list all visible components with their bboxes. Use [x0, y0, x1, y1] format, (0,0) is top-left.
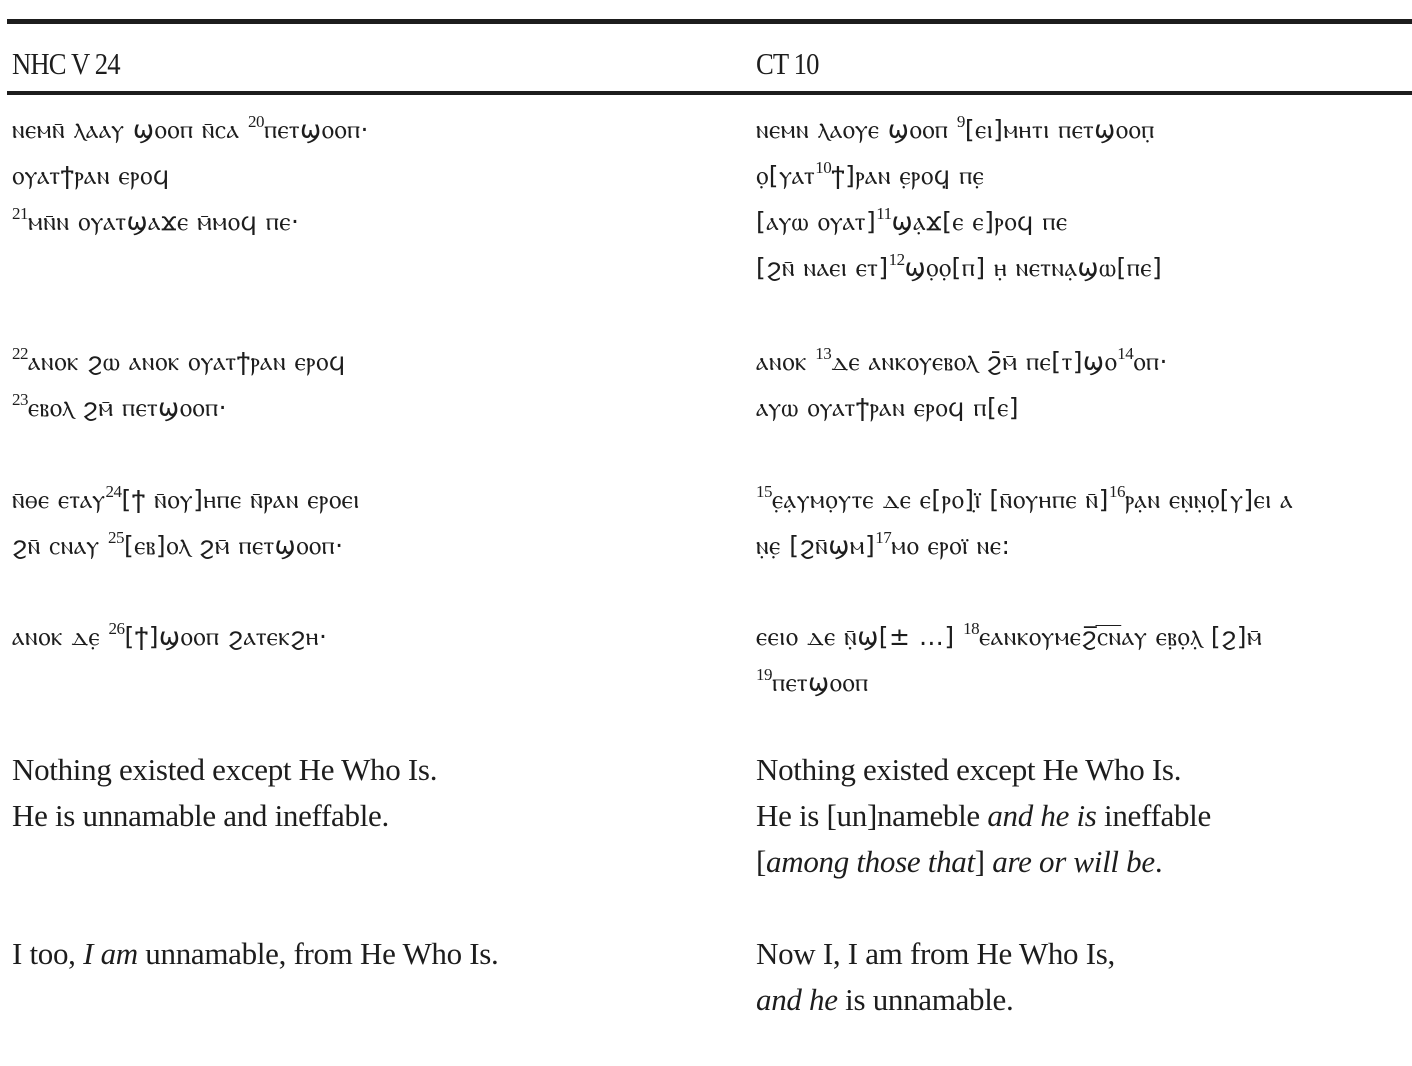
text-segment: ϯ]ⲣⲁⲛ ⲉ̣ⲣⲟϥ̣ ⲡⲉ̣ [831, 161, 985, 190]
coptic-line [756, 199, 1412, 245]
line-number: 15 [756, 482, 772, 501]
line-number: 21 [12, 204, 28, 223]
line-number: 16 [1108, 482, 1125, 501]
row-6-nhc-cell [12, 931, 499, 977]
text-segment: ⲁⲩⲱ ⲟⲩⲁⲧϯⲣⲁⲛ ⲉⲣⲟϥ ⲡ[ⲉ] [756, 393, 1020, 422]
coptic-line [12, 339, 346, 385]
line-number: 10 [815, 158, 832, 177]
row-4-ct-cell [756, 614, 1412, 706]
line-number: 22 [12, 344, 28, 363]
line-number: 19 [756, 665, 772, 684]
text-segment: ϣⲁ̣ϫ[ⲉ ⲉ]ⲣⲟϥ ⲡⲉ [891, 207, 1068, 236]
line-number: 23 [12, 390, 28, 409]
text-segment: ⲇⲉ ⲁⲛⲕⲟⲩⲉⲃⲟⲗ ϩ̄ⲙ̄ ⲡⲉ[ⲧ]ϣⲟ [831, 347, 1118, 376]
italic-supplement: are or will be [992, 844, 1155, 879]
text-segment: . [1154, 844, 1163, 879]
italic-supplement: I am [83, 936, 138, 971]
line-number: 18 [963, 619, 980, 638]
line-number: 13 [815, 344, 832, 363]
text-segment: ineffable [1096, 798, 1211, 833]
coptic-line [756, 107, 1412, 153]
row-2-ct-cell [756, 339, 1412, 431]
text-segment: [ϩⲛ̄ ⲛⲁⲉⲓ ⲉⲧ] [756, 253, 889, 282]
text-segment: ⲁⲛⲟⲕ ⲇⲉ̣ [12, 622, 109, 651]
translation-line [756, 747, 1412, 793]
text-segment: ⲡⲉⲧϣⲟⲟⲡ· [263, 115, 369, 144]
coptic-line [12, 477, 360, 523]
text-segment: [ϯ]ϣⲟⲟⲡ ϩⲁⲧⲉⲕϩⲏ· [124, 622, 328, 651]
row-6-ct-cell [756, 931, 1412, 1023]
text-segment: unnamable, from He Who Is. [137, 936, 499, 971]
italic-supplement: and he is [987, 798, 1097, 833]
translation-line [756, 839, 1412, 885]
text-segment: ⲁⲛⲟⲕ ϩⲱ ⲁⲛⲟⲕ ⲟⲩⲁⲧϯⲣⲁⲛ ⲉⲣⲟϥ [28, 347, 346, 376]
text-segment: ⲡⲉⲧϣⲟⲟⲡ [772, 668, 869, 697]
text-segment: ⲉ̣ⲁ̣ⲩⲙⲟ̣ⲩⲧⲉ ⲇⲉ ⲉ[ⲣⲟ]ⲓ̣̈ [ⲛ̄ⲟⲩⲏⲡⲉ ⲛ̄] [772, 485, 1109, 514]
row-5-nhc-cell [12, 747, 437, 839]
italic-supplement: among those that [766, 844, 975, 879]
text-segment: ⲟⲩⲁⲧϯⲣⲁⲛ ⲉⲣⲟϥ [12, 161, 170, 190]
line-number: 20 [247, 112, 264, 131]
text-segment: Nothing existed except He Who Is. [12, 752, 438, 787]
column-heading-nhc: NHC V 24 [12, 46, 120, 81]
text-segment: [ϯ ⲛ̄ⲟⲩ]ⲏⲡⲉ ⲛ̄ⲣⲁⲛ ⲉⲣⲟⲉⲓ [121, 485, 360, 514]
text-segment: ϣⲟ̣ⲟ̣[ⲡ] ⲏ̣ ⲛⲉⲧⲛⲁ̣ϣⲱ[ⲡⲉ] [904, 253, 1163, 282]
translation-line [756, 931, 1412, 977]
coptic-line [756, 245, 1412, 291]
text-segment: ] [974, 844, 993, 879]
text-segment: ⲁⲛⲟⲕ [756, 347, 816, 376]
line-number: 17 [875, 528, 892, 547]
translation-line [12, 747, 437, 793]
coptic-line [756, 523, 1412, 569]
text-segment: ⲉⲃⲟⲗ ϩⲙ̄ ⲡⲉⲧϣⲟⲟⲡ· [28, 393, 228, 422]
text-segment: I too, [12, 936, 84, 971]
table-header [7, 24, 1412, 91]
row-1-nhc-cell [12, 107, 369, 245]
coptic-line [12, 153, 369, 199]
coptic-line [756, 153, 1412, 199]
line-number: 12 [888, 250, 905, 269]
text-segment: ⲉⲉⲓⲟ ⲇⲉ ⲛ̣̄ϣ[± …] [756, 622, 964, 651]
text-segment: ⲛ̣ⲉ̣ [ϩⲛ̄ϣⲙ] [756, 531, 876, 560]
parallel-text-table [7, 19, 1412, 1055]
row-3-nhc-cell [12, 477, 360, 569]
text-segment: [ⲉⲃ]ⲟⲗ ϩⲙ̄ ⲡⲉⲧϣⲟⲟⲡ· [124, 531, 344, 560]
text-segment: [ⲉⲓ]ⲙⲏⲧⲓ ⲡⲉⲧϣⲟⲟⲡ̣ [964, 115, 1155, 144]
text-segment: He is unnamable and ineffable. [12, 798, 389, 833]
text-segment: [ⲁⲩⲱ ⲟⲩⲁⲧ] [756, 207, 877, 236]
coptic-line [756, 385, 1412, 431]
line-number: 11 [876, 204, 892, 223]
text-segment: ⲛⲉⲙⲛ ⲗⲁⲟⲩⲉ ϣⲟⲟⲡ [756, 115, 957, 144]
text-segment: [ [756, 844, 767, 879]
translation-line [756, 793, 1412, 839]
row-1-ct-cell [756, 107, 1412, 291]
table-body [7, 95, 1412, 1055]
text-segment: ⲣⲁ̣ⲛ ⲉⲛ̣ⲛ̣ⲟ̣[ⲩ]ⲉⲓ ⲁ [1124, 485, 1294, 514]
column-heading-ct: CT 10 [756, 46, 819, 81]
row-3-ct-cell [756, 477, 1412, 569]
coptic-line [756, 660, 1412, 706]
translation-line [12, 931, 499, 977]
text-segment: Nothing existed except He Who Is. [756, 752, 1182, 787]
row-2-nhc-cell [12, 339, 346, 431]
line-number: 24 [105, 482, 122, 501]
line-number: 14 [1117, 344, 1134, 363]
italic-supplement: and he [756, 982, 838, 1017]
text-segment: is unnamable. [837, 982, 1014, 1017]
line-number: 26 [108, 619, 125, 638]
coptic-line [12, 385, 346, 431]
text-segment: ⲟ̣[ⲩⲁⲧ [756, 161, 816, 190]
coptic-line [12, 614, 327, 660]
text-segment: Now I, I am from He Who Is, [756, 936, 1115, 971]
coptic-line [756, 339, 1412, 385]
text-segment: ⲙⲛ̄ⲛ ⲟⲩⲁⲧϣⲁϫⲉ ⲙ̄ⲙⲟϥ ⲡⲉ· [28, 207, 300, 236]
line-number: 25 [108, 528, 124, 547]
translation-line [12, 793, 437, 839]
text-segment: ⲛⲉⲙⲛ̄ ⲗⲁⲁⲩ ϣⲟⲟⲡ ⲛ̄ⲥⲁ [12, 115, 248, 144]
row-4-nhc-cell [12, 614, 327, 660]
coptic-line [12, 107, 369, 153]
coptic-line [12, 199, 369, 245]
text-segment: ⲙⲟ ⲉⲣⲟⲓ̈ ⲛⲉ: [891, 531, 1011, 560]
row-5-ct-cell [756, 747, 1412, 885]
line-number: 9 [956, 112, 965, 131]
coptic-line [12, 523, 360, 569]
text-segment: ϩⲛ̄ ⲥⲛⲁⲩ [12, 531, 108, 560]
text-segment: ⲟⲡ· [1133, 347, 1168, 376]
coptic-line [756, 477, 1412, 523]
coptic-line [756, 614, 1412, 660]
text-segment: ⲉⲁⲛⲕⲟⲩⲙⲉϩ̅ⲥ̅ⲛ̅ⲁⲩ ⲉⲃ̣ⲟ̣ⲗ̣ [ϩ]ⲙ̄ [979, 622, 1263, 651]
text-segment: ⲛ̄ⲑⲉ ⲉⲧⲁⲩ [12, 485, 106, 514]
translation-line [756, 977, 1412, 1023]
text-segment: He is [un]nameble [756, 798, 988, 833]
